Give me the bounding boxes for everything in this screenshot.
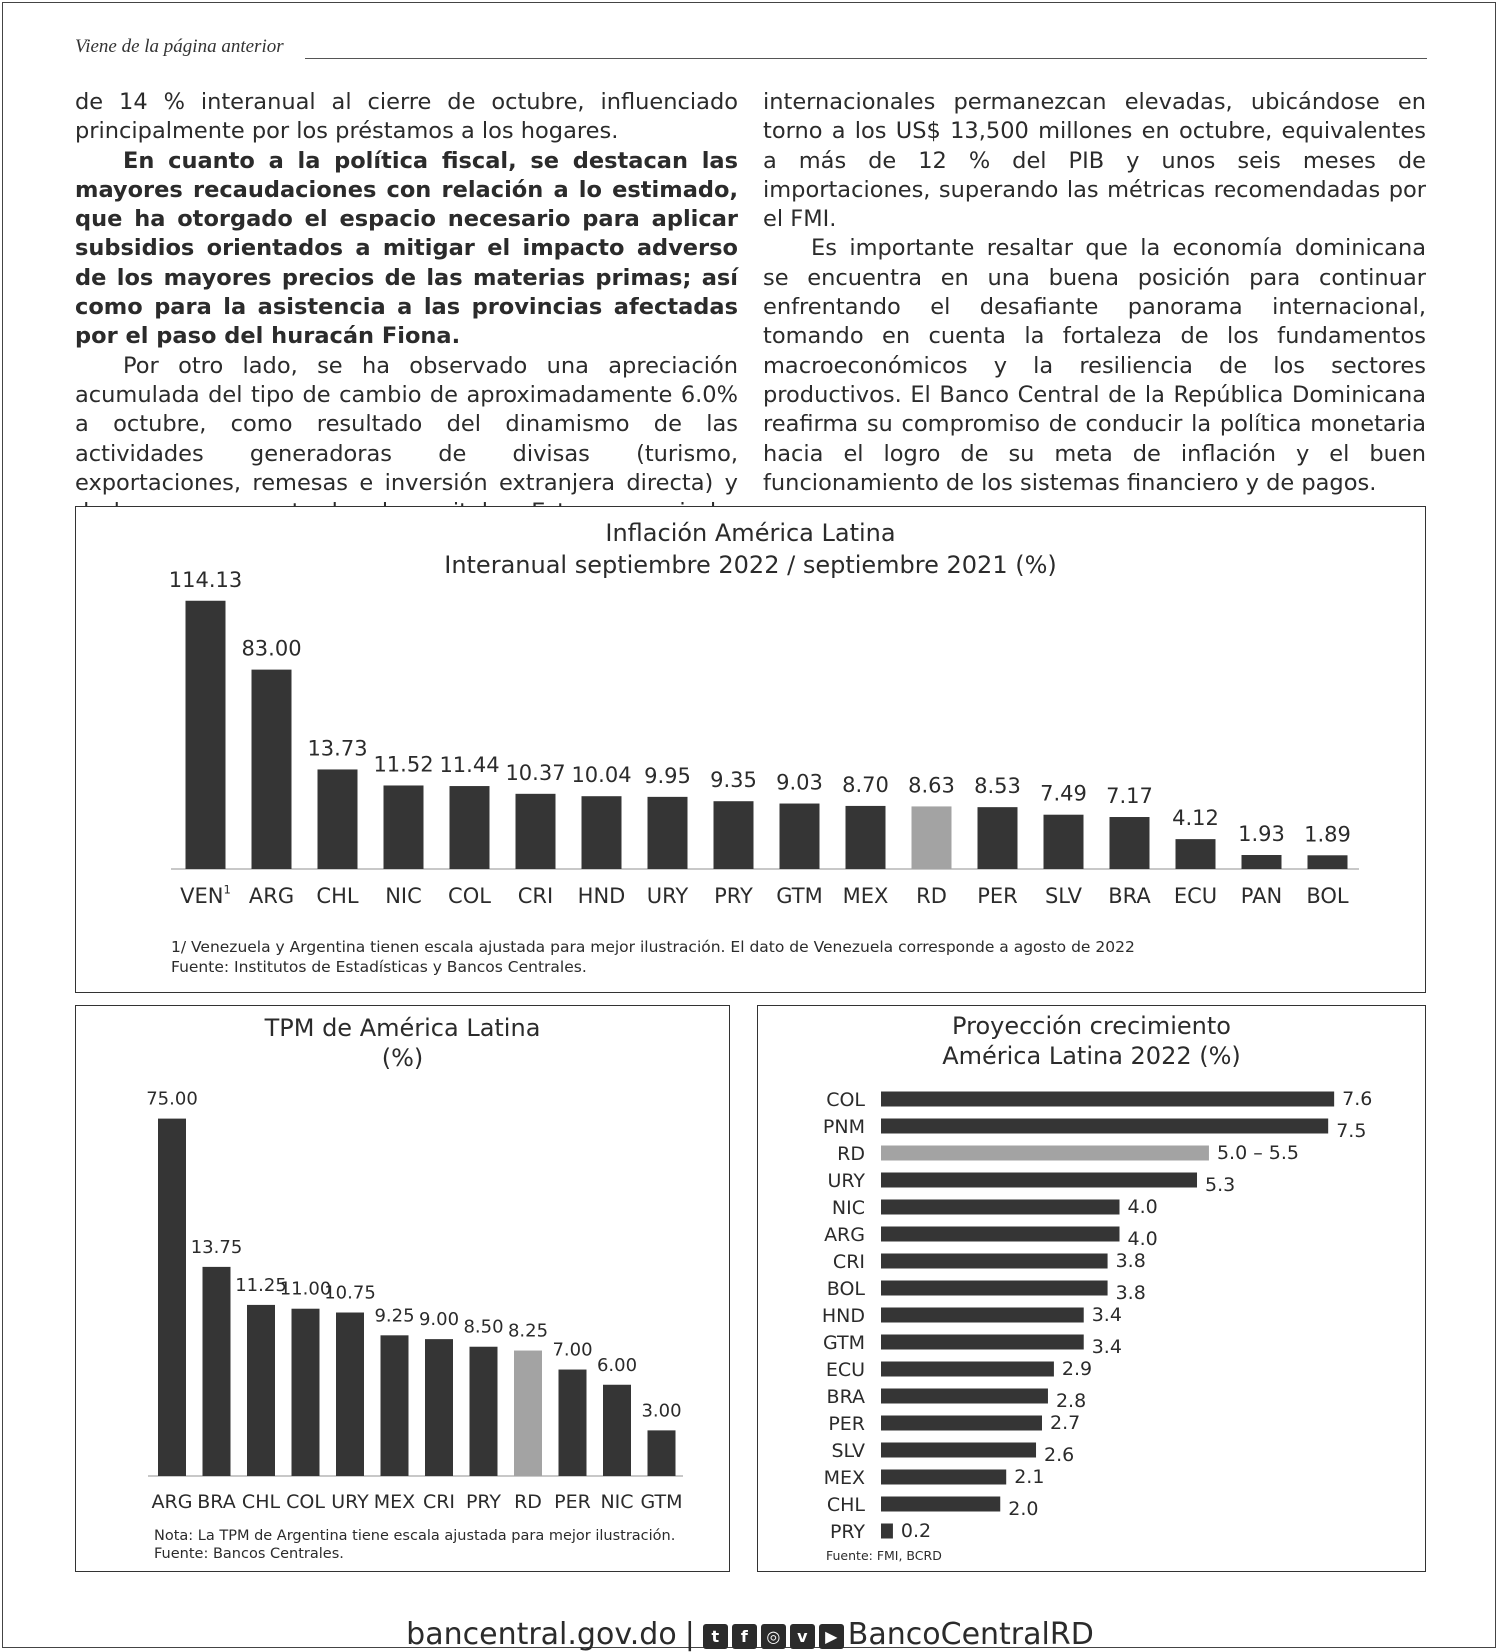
category-label: PRY: [829, 1521, 865, 1543]
tick-label: CRI: [422, 1491, 456, 1513]
category-label: BRA: [826, 1386, 865, 1408]
vimeo-icon[interactable]: v: [790, 1624, 815, 1649]
category-label: PNM: [822, 1116, 865, 1138]
chart-title: Inflación América Latina: [605, 519, 896, 547]
bar-pry: [881, 1524, 893, 1539]
tick-label: PER: [554, 1491, 591, 1513]
tick-label: URY: [331, 1491, 369, 1513]
data-label: 9.35: [710, 768, 757, 793]
inflation-plot: [76, 507, 1427, 994]
tick-label: VEN$^1$: [180, 882, 231, 908]
chart-subtitle: Interanual septiembre 2022 / septiembre 2021 (%): [444, 551, 1057, 579]
category-label: RD: [837, 1143, 865, 1165]
data-label: 8.50: [463, 1316, 504, 1338]
data-label: 8.63: [908, 773, 955, 798]
tick-label: BRA: [197, 1491, 236, 1513]
data-label: 8.70: [842, 772, 889, 797]
category-label: HND: [821, 1305, 865, 1327]
bar-slv: [881, 1443, 1036, 1458]
data-label: 3.8: [1115, 1250, 1146, 1272]
data-label: 11.00: [279, 1278, 332, 1300]
data-label: 7.17: [1106, 784, 1153, 809]
category-label: MEX: [823, 1467, 865, 1489]
chart-note: Nota: La TPM de Argentina tiene escala ajustada para mejor ilustración.: [154, 1528, 676, 1544]
tpm-plot: [76, 1006, 731, 1573]
text-column-right: [763, 88, 1426, 498]
category-label: URY: [827, 1170, 865, 1192]
data-label: 13.73: [307, 736, 368, 761]
bar-arg: [881, 1227, 1120, 1242]
tick-label: RD: [514, 1491, 542, 1513]
tick-label: PRY: [465, 1491, 502, 1513]
bar-pry: [714, 801, 754, 869]
bar-col: [292, 1309, 320, 1476]
bar-pry: [470, 1347, 498, 1476]
data-label: 2.9: [1061, 1358, 1093, 1380]
bar-cri: [516, 794, 556, 869]
social-handle[interactable]: BancoCentralRD: [847, 1617, 1094, 1652]
tick-label: PAN: [1240, 884, 1283, 908]
tick-label: ARG: [151, 1491, 193, 1513]
tick-label: PER: [977, 884, 1018, 908]
chart-subtitle: (%): [381, 1044, 424, 1072]
tick-label: RD: [916, 884, 947, 908]
data-label: 13.75: [190, 1236, 243, 1258]
bar-cri: [881, 1254, 1108, 1269]
chart-source: Fuente: Bancos Centrales.: [154, 1546, 344, 1562]
data-label: 83.00: [241, 636, 302, 661]
tick-label: PRY: [714, 884, 753, 908]
category-label: ARG: [824, 1224, 865, 1246]
category-label: SLV: [831, 1440, 865, 1462]
data-label: 9.95: [644, 763, 691, 788]
tick-label: CRI: [517, 884, 554, 908]
category-label: NIC: [831, 1197, 865, 1219]
growth-projection-plot: [758, 1006, 1427, 1573]
tick-label: ECU: [1173, 884, 1218, 908]
data-label: 11.52: [373, 752, 434, 777]
data-label: 10.75: [324, 1282, 376, 1304]
bar-pnm: [881, 1119, 1328, 1134]
data-label: 2.0: [1008, 1498, 1039, 1520]
bar-mex: [381, 1335, 409, 1476]
data-label: 1.93: [1238, 822, 1285, 847]
bar-ury: [881, 1173, 1197, 1188]
chart-source: Fuente: Institutos de Estadísticas y Bancos Centrales.: [171, 958, 587, 976]
data-label: 0.2: [900, 1520, 932, 1542]
data-label: 1.89: [1304, 822, 1351, 847]
tick-label: COL: [448, 884, 491, 908]
tick-label: BRA: [1108, 884, 1151, 908]
data-label: 7.49: [1040, 781, 1087, 806]
data-label: 3.4: [1091, 1304, 1122, 1326]
website-link[interactable]: bancentral.gov.do: [406, 1617, 677, 1652]
instagram-icon[interactable]: ◎: [761, 1624, 786, 1649]
data-label: 2.7: [1049, 1412, 1081, 1434]
bar-arg: [158, 1119, 186, 1476]
data-label: 2.8: [1055, 1390, 1087, 1412]
tick-label: NIC: [385, 884, 422, 908]
bar-chl: [247, 1305, 275, 1476]
bar-gtm: [881, 1335, 1084, 1350]
category-label: COL: [826, 1089, 865, 1111]
inflation-chart: [75, 506, 1426, 993]
data-label: 10.04: [571, 763, 632, 788]
data-label: 8.25: [507, 1320, 549, 1342]
bar-cri: [425, 1339, 453, 1476]
data-label: 2.6: [1044, 1444, 1075, 1466]
growth-projection-chart: [757, 1005, 1426, 1572]
bar-ven: [186, 601, 226, 869]
data-label: 9.00: [418, 1309, 460, 1331]
data-label: 5.3: [1205, 1174, 1236, 1196]
category-label: BOL: [826, 1278, 865, 1300]
bar-bra: [203, 1267, 231, 1476]
paragraph: de 14 % interanual al cierre de octubre, influenciado principalmente por los préstamos a los hogares.: [75, 89, 738, 145]
data-label: 5.0 – 5.5: [1216, 1142, 1299, 1164]
bar-chl: [318, 769, 358, 869]
tick-label: SLV: [1044, 884, 1083, 908]
bar-nic: [603, 1385, 631, 1476]
bar-col: [881, 1092, 1334, 1107]
bar-gtm: [648, 1430, 676, 1476]
bar-ury: [336, 1313, 364, 1476]
bar-per: [978, 807, 1018, 869]
data-label: 4.0: [1127, 1228, 1158, 1250]
chart-source: Fuente: FMI, BCRD: [826, 1548, 942, 1563]
data-label: 3.4: [1091, 1336, 1122, 1358]
bar-mex: [846, 806, 886, 869]
bar-slv: [1044, 815, 1084, 869]
chart-title: Proyección crecimiento: [952, 1012, 1231, 1040]
bar-bol: [1308, 855, 1348, 869]
chart-title: TPM de América Latina: [264, 1014, 541, 1042]
bar-nic: [384, 785, 424, 869]
facebook-icon[interactable]: f: [732, 1624, 757, 1649]
category-label: PER: [828, 1413, 865, 1435]
tick-label: NIC: [600, 1491, 634, 1513]
bar-col: [450, 786, 490, 869]
bar-per: [559, 1370, 587, 1476]
text-column-left: [75, 88, 738, 557]
bar-bra: [881, 1389, 1048, 1404]
bar-arg: [252, 670, 292, 869]
tick-label: COL: [286, 1491, 325, 1513]
bar-mex: [881, 1470, 1006, 1485]
bar-pan: [1242, 855, 1282, 869]
tick-label: CHL: [241, 1491, 281, 1513]
data-label: 9.03: [776, 770, 823, 795]
social-icons: [703, 1617, 848, 1652]
data-label: 7.6: [1342, 1088, 1373, 1110]
bar-ury: [648, 797, 688, 869]
bar-nic: [881, 1200, 1120, 1215]
data-label: 4.12: [1172, 806, 1219, 831]
paragraph: En cuanto a la política fiscal, se destacan las mayores recaudaciones con relación a lo estimado, que ha otorgado el espacio necesario para aplicar subsidios orientados a mitigar el impacto adverso de los mayores precios de las materias primas; así como para la asistencia a las provincias afectadas por el paso del huracán Fiona.: [75, 147, 738, 350]
data-label: 11.44: [439, 753, 500, 778]
chart-subtitle: América Latina 2022 (%): [942, 1042, 1241, 1070]
data-label: 114.13: [168, 567, 243, 592]
tick-label: HND: [577, 884, 626, 908]
tick-label: MEX: [373, 1491, 416, 1513]
data-label: 2.1: [1014, 1466, 1045, 1488]
data-label: 6.00: [596, 1354, 638, 1376]
continued-from-previous: Viene de la página anterior: [75, 36, 284, 57]
tick-label: GTM: [640, 1491, 683, 1513]
tick-label: CHL: [316, 884, 359, 908]
data-label: 4.0: [1127, 1196, 1158, 1218]
paragraph: Por otro lado, se ha observado una apreciación acumulada del tipo de cambio de aproximadamente 6.0% a octubre, como resultado del dinamismo de las actividades generadoras de divisas (turismo, exportaciones, remesas e inversión extranjera directa) y: [75, 352, 738, 496]
data-label: 8.53: [974, 774, 1021, 799]
category-label: CRI: [832, 1251, 865, 1273]
paragraph: internacionales permanezcan elevadas, ubicándose en torno a los US$ 13,500 millones en octubre, equivalentes a más de 12 % del PIB y unos seis meses de importaciones, superando las métricas recomendadas por el FMI.: [763, 89, 1426, 233]
bar-rd: [514, 1351, 542, 1476]
bar-ecu: [881, 1362, 1054, 1377]
data-label: 9.25: [374, 1305, 415, 1327]
footer: [0, 1617, 1500, 1652]
category-label: ECU: [825, 1359, 865, 1381]
data-label: 3.8: [1115, 1282, 1146, 1304]
tick-label: ARG: [248, 884, 295, 908]
data-label: 3.00: [641, 1400, 682, 1422]
data-label: 75.00: [146, 1088, 198, 1110]
youtube-icon[interactable]: ▶: [819, 1624, 844, 1649]
footer-separator: |: [684, 1617, 695, 1652]
header-rule: [305, 58, 1427, 59]
paragraph: Es importante resaltar que la economía dominicana se encuentra en una buena posición para continuar enfrentando el desafiante panorama internacional, tomando en cuenta la fortaleza de los fundamentos macroeconómicos y la resiliencia de los sectores productivos. El Banco Central de la República Dominicana reafirma su compromiso de conducir la política monetaria hacia el logro de su meta de inflación y el buen funcionamiento de los sistemas financiero y de pagos.: [763, 235, 1426, 496]
bar-per: [881, 1416, 1042, 1431]
tick-label: BOL: [1306, 884, 1349, 908]
bar-rd: [881, 1146, 1209, 1161]
category-label: CHL: [826, 1494, 865, 1516]
chart-note: 1/ Venezuela y Argentina tienen escala ajustada para mejor ilustración. El dato de Venezuela corresponde a agosto de 2022: [171, 938, 1135, 956]
data-label: 10.37: [505, 760, 566, 785]
tick-label: MEX: [842, 884, 889, 908]
data-label: 11.25: [235, 1274, 287, 1296]
bar-bra: [1110, 817, 1150, 869]
tick-label: GTM: [776, 884, 823, 908]
bar-hnd: [582, 796, 622, 869]
bar-gtm: [780, 804, 820, 869]
tick-label: URY: [646, 884, 689, 908]
bar-ecu: [1176, 839, 1216, 869]
bar-chl: [881, 1497, 1000, 1512]
category-label: GTM: [822, 1332, 865, 1354]
bar-hnd: [881, 1308, 1084, 1323]
bar-bol: [881, 1281, 1108, 1296]
twitter-icon[interactable]: t: [703, 1624, 728, 1649]
data-label: 7.00: [552, 1339, 593, 1361]
tpm-chart: [75, 1005, 730, 1572]
data-label: 7.5: [1336, 1120, 1367, 1142]
bar-rd: [912, 806, 952, 869]
